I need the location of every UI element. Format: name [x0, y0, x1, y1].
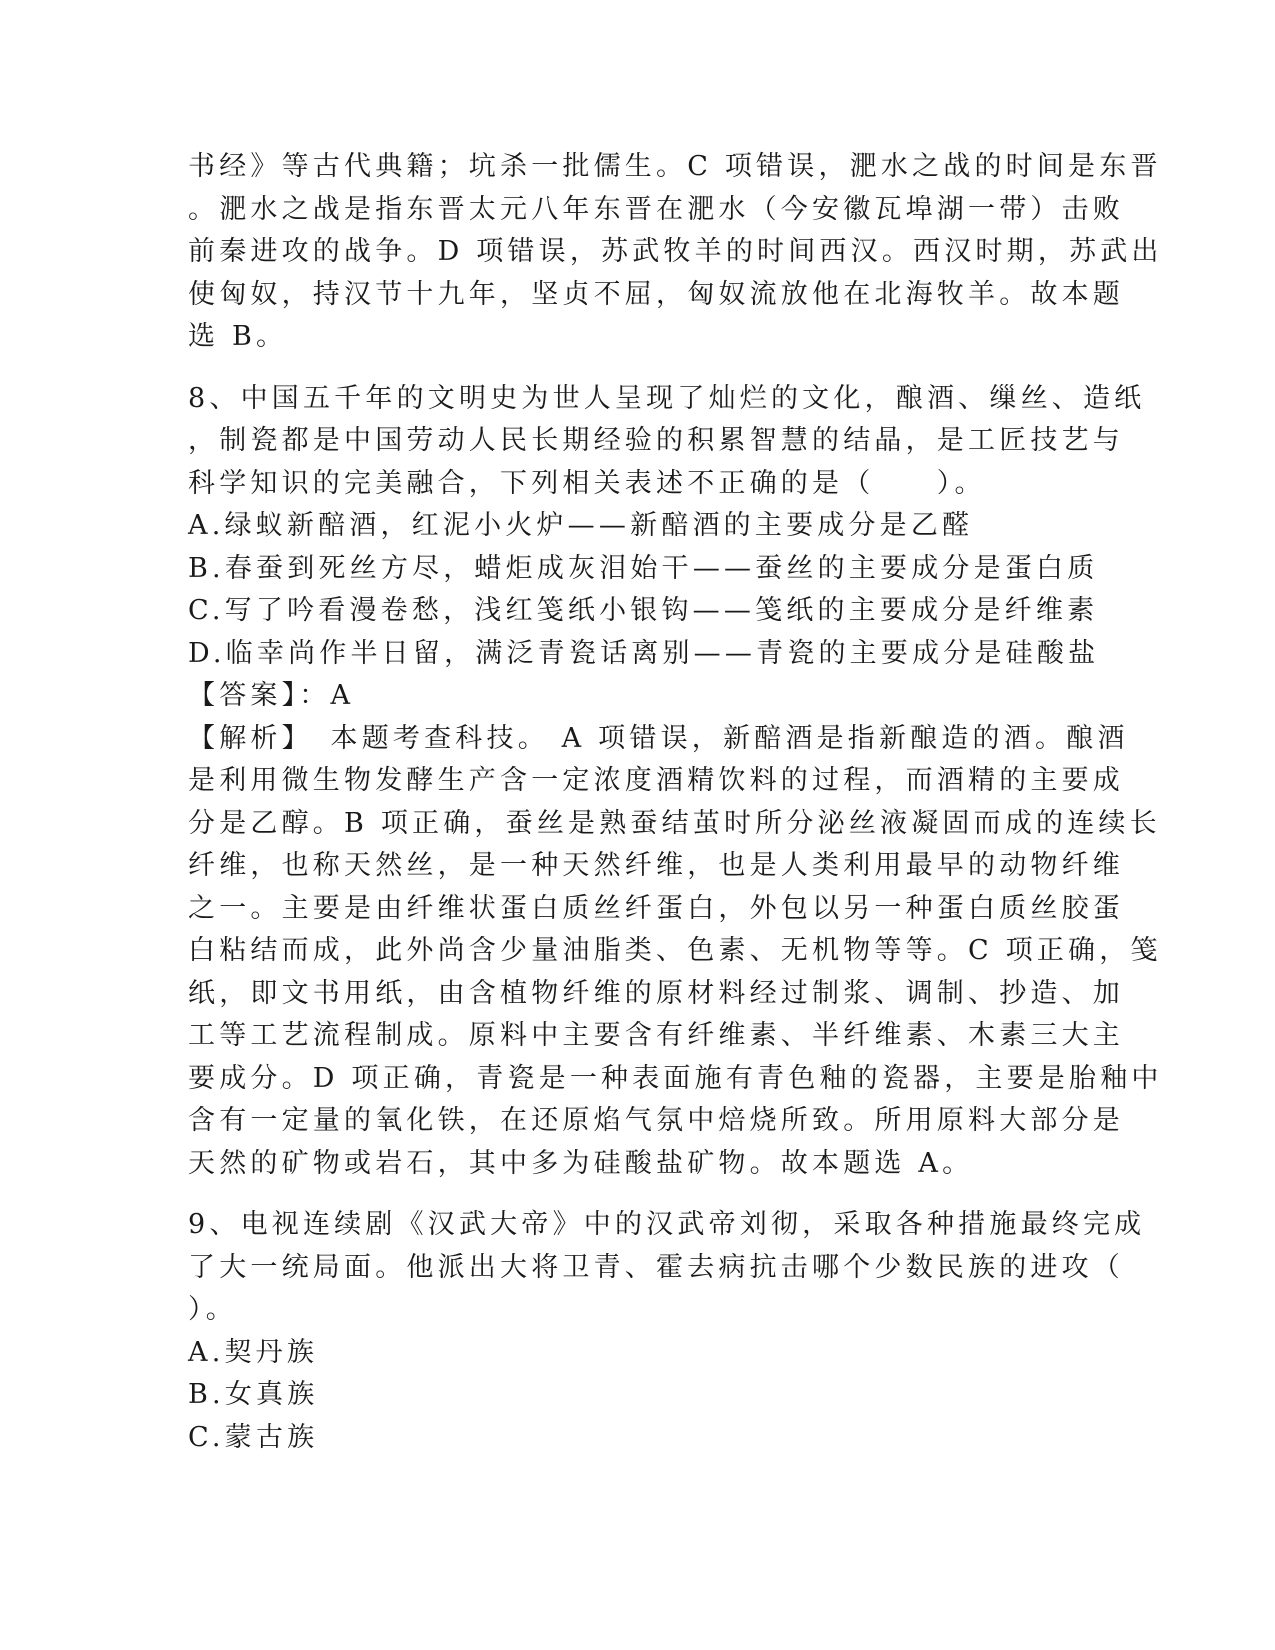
- analysis-line: 选 B。: [188, 321, 288, 352]
- analysis-line: 之一。主要是由纤维状蛋白质丝纤蛋白，外包以另一种蛋白质丝胶蛋: [188, 892, 1124, 924]
- analysis-line: 使匈奴，持汉节十九年，坚贞不屈，匈奴流放他在北海牧羊。故本题: [188, 278, 1124, 310]
- question-stem-line: 8、中国五千年的文明史为世人呈现了灿烂的文化，酿酒、缫丝、造纸: [188, 382, 1146, 414]
- analysis-line: 要成分。D 项正确，青瓷是一种表面施有青色釉的瓷器，主要是胎釉中: [188, 1062, 1163, 1094]
- question-stem-line: ，制瓷都是中国劳动人民长期经验的积累智慧的结晶，是工匠技艺与: [188, 425, 1124, 456]
- analysis-line: 分是乙醇。B 项正确，蚕丝是熟蚕结茧时所分泌丝液凝固而成的连续长: [188, 807, 1161, 839]
- page-content: [188, 146, 1163, 1459]
- previous-analysis-block: [188, 146, 1163, 359]
- analysis-line: 含有一定量的氧化铁，在还原焰气氛中焙烧所致。所用原料大部分是: [188, 1105, 1124, 1136]
- option-a: A.绿蚁新醅酒，红泥小火炉——新醅酒的主要成分是乙醛: [188, 510, 974, 541]
- question-9: [188, 1204, 1146, 1459]
- answer-line: 【答案】：A: [188, 680, 355, 711]
- analysis-line: 是利用微生物发酵生产含一定浓度酒精饮料的过程，而酒精的主要成: [188, 765, 1124, 796]
- option-d: D.临幸尚作半日留，满泛青瓷话离别——青瓷的主要成分是硅酸盐: [188, 637, 1100, 669]
- option-b: B.春蚕到死丝方尽，蜡炬成灰泪始干——蚕丝的主要成分是蛋白质: [188, 552, 1099, 584]
- analysis-line: 前秦进攻的战争。D 项错误，苏武牧羊的时间西汉。西汉时期，苏武出: [188, 236, 1163, 267]
- section-gap: [188, 359, 1088, 378]
- question-stem-line: 了大一统局面。他派出大将卫青、霍去病抗击哪个少数民族的进攻（: [188, 1251, 1124, 1283]
- section-gap: [188, 1185, 1088, 1204]
- option-a: A.契丹族: [188, 1336, 319, 1368]
- analysis-line: 天然的矿物或岩石，其中多为硅酸盐矿物。故本题选 A。: [188, 1147, 974, 1179]
- option-b: B.女真族: [188, 1379, 319, 1410]
- analysis-line: 工等工艺流程制成。原料中主要含有纤维素、半纤维素、木素三大主: [188, 1020, 1124, 1051]
- question-stem-line: 9、电视连续剧《汉武大帝》中的汉武帝刘彻，采取各种措施最终完成: [188, 1209, 1146, 1240]
- option-c: C.蒙古族: [188, 1421, 319, 1453]
- analysis-line: 【解析】 本题考查科技。 A 项错误，新醅酒是指新酿造的酒。酿酒: [188, 722, 1129, 754]
- analysis-line: 白粘结而成，此外尚含少量油脂类、色素、无机物等等。C 项正确，笺: [188, 935, 1162, 966]
- analysis-line: 纤维，也称天然丝，是一种天然纤维，也是人类利用最早的动物纤维: [188, 850, 1124, 881]
- option-c: C.写了吟看漫卷愁，浅红笺纸小银钩——笺纸的主要成分是纤维素: [188, 595, 1099, 626]
- analysis-line: 书经》等古代典籍；坑杀一批儒生。C 项错误，淝水之战的时间是东晋: [188, 151, 1162, 182]
- question-8: [188, 378, 1163, 1186]
- question-stem-line: 科学知识的完美融合，下列相关表述不正确的是（ ）。: [188, 467, 986, 499]
- analysis-line: 纸，即文书用纸，由含植物纤维的原材料经过制浆、调制、抄造、加: [188, 977, 1124, 1009]
- analysis-line: 。淝水之战是指东晋太元八年东晋在淝水（今安徽瓦埠湖一带）击败: [188, 193, 1124, 225]
- question-stem-line: ）。: [188, 1294, 237, 1325]
